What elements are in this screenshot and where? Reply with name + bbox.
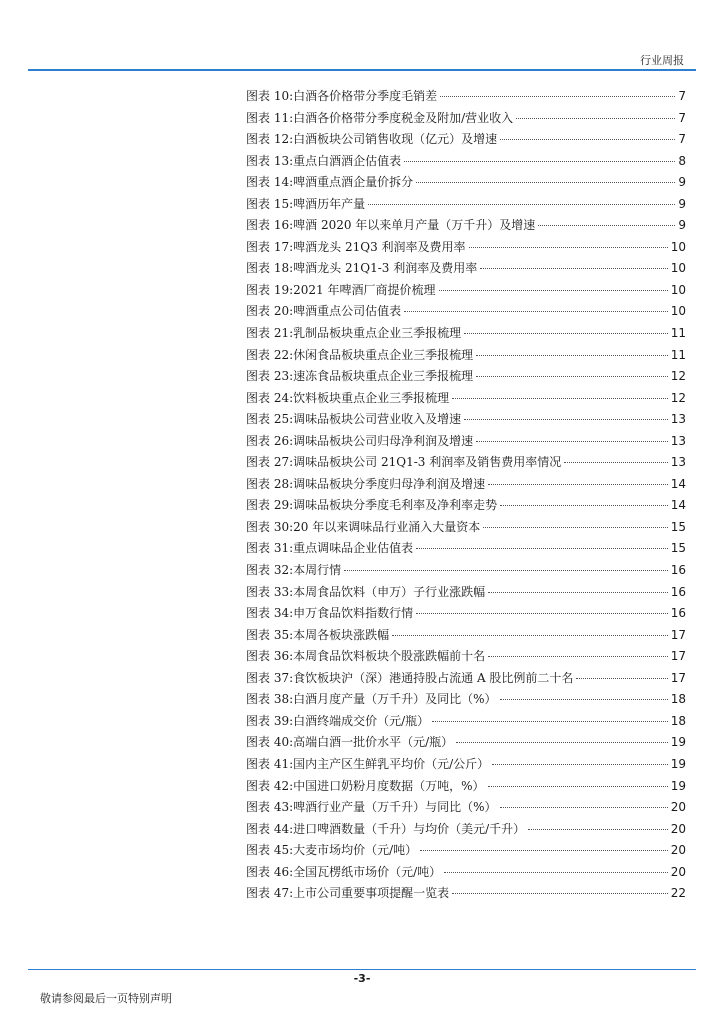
toc-entry-label: 图表 16: [246, 218, 294, 233]
toc-entry[interactable] [246, 603, 686, 625]
toc-entry-page: 10 [670, 282, 686, 297]
dot-leader [432, 721, 668, 722]
toc-entry-page: 13 [670, 433, 686, 448]
toc-entry-title: 啤酒龙头 21Q3 利润率及费用率 [293, 239, 466, 254]
toc-entry-page: 8 [678, 153, 686, 168]
toc-entry-label: 图表 29: [246, 498, 294, 513]
toc-entry-title: 重点调味品企业估值表 [293, 541, 414, 556]
disclaimer-note: 敬请参阅最后一页特别声明 [40, 992, 172, 1005]
toc-entry-label: 图表 35: [246, 627, 294, 642]
toc-entry-page: 14 [670, 476, 686, 491]
toc-entry-page: 9 [678, 218, 686, 233]
toc-entry-page: 12 [670, 390, 686, 405]
figure-index [246, 86, 686, 905]
toc-entry-label: 图表 45: [246, 843, 294, 858]
dot-leader [516, 118, 675, 119]
dot-leader [444, 872, 668, 873]
toc-entry-label: 图表 27: [246, 455, 294, 470]
toc-entry-label: 图表 21: [246, 326, 294, 341]
dot-leader [538, 225, 675, 226]
toc-entry-title: 啤酒行业产量（万千升）与同比（%） [293, 800, 497, 815]
toc-entry-page: 19 [670, 778, 686, 793]
toc-entry-title: 食饮板块沪（深）港通持股占流通 A 股比例前二十名 [293, 670, 574, 685]
toc-entry[interactable] [246, 754, 686, 776]
toc-entry[interactable] [246, 732, 686, 754]
toc-entry-label: 图表 10: [246, 89, 294, 103]
toc-entry-page: 15 [670, 541, 686, 556]
dot-leader [464, 333, 668, 334]
toc-entry-label: 图表 30: [246, 519, 294, 534]
toc-entry-page: 13 [670, 455, 686, 470]
toc-entry-label: 图表 44: [246, 821, 294, 836]
toc-entry[interactable] [246, 258, 686, 280]
toc-entry-title: 白酒月度产量（万千升）及同比（%） [293, 692, 497, 707]
toc-entry-title: 啤酒重点酒企量价拆分 [293, 175, 414, 190]
toc-entry-label: 图表 43: [246, 800, 294, 815]
toc-entry-label: 图表 13: [246, 153, 294, 168]
toc-entry-title: 啤酒龙头 21Q1-3 利润率及费用率 [293, 261, 478, 276]
dot-leader [456, 742, 668, 743]
toc-entry[interactable] [246, 345, 686, 367]
toc-entry-label: 图表 38: [246, 692, 294, 707]
toc-entry-label: 图表 26: [246, 433, 294, 448]
toc-entry-title: 啤酒重点公司估值表 [293, 304, 402, 319]
toc-entry-label: 图表 12: [246, 132, 294, 147]
toc-entry-page: 15 [670, 519, 686, 534]
dot-leader [488, 592, 668, 593]
toc-entry-label: 图表 32: [246, 563, 294, 578]
dot-leader [488, 484, 668, 485]
dot-leader [488, 656, 668, 657]
dot-leader [476, 376, 668, 377]
toc-entry[interactable] [246, 646, 686, 668]
toc-entry-label: 图表 23: [246, 369, 294, 384]
dot-leader [488, 786, 668, 787]
toc-entry-title: 20 年以来调味品行业涌入大量资本 [293, 519, 481, 534]
page-number: -3- [353, 972, 371, 985]
dot-leader [500, 139, 675, 140]
toc-entry[interactable] [246, 280, 686, 302]
toc-entry[interactable] [246, 474, 686, 496]
dot-leader [344, 570, 668, 571]
dot-leader [480, 268, 668, 269]
toc-entry-title: 国内主产区生鲜乳平均价（元/公斤） [293, 756, 490, 771]
toc-entry[interactable] [246, 797, 686, 819]
toc-entry-title: 大麦市场均价（元/吨） [293, 843, 418, 858]
toc-entry-title: 中国进口奶粉月度数据（万吨，%） [293, 778, 485, 793]
toc-entry-label: 图表 47: [246, 886, 294, 901]
toc-entry-page: 22 [670, 886, 686, 901]
toc-entry-page: 20 [670, 800, 686, 815]
toc-entry-page: 16 [670, 584, 686, 599]
toc-entry[interactable] [246, 215, 686, 237]
toc-entry-label: 图表 24: [246, 390, 294, 405]
toc-entry-label: 图表 37: [246, 670, 294, 685]
toc-entry[interactable] [246, 129, 686, 151]
toc-entry-title: 白酒各价格带分季度毛销差 [293, 89, 438, 103]
toc-entry[interactable] [246, 452, 686, 474]
toc-entry[interactable] [246, 366, 686, 388]
dot-leader [368, 204, 675, 205]
dot-leader [440, 96, 675, 97]
dot-leader [464, 419, 668, 420]
toc-entry-page: 14 [670, 498, 686, 513]
toc-entry-page: 19 [670, 756, 686, 771]
toc-entry-title: 上市公司重要事项提醒一览表 [293, 886, 450, 901]
toc-entry-page: 18 [670, 713, 686, 728]
toc-entry[interactable] [246, 431, 686, 453]
dot-leader [404, 161, 675, 162]
toc-entry[interactable] [246, 86, 686, 108]
toc-entry-title: 白酒各价格带分季度税金及附加/营业收入 [293, 110, 514, 125]
dot-leader [492, 764, 668, 765]
dot-leader [528, 829, 668, 830]
toc-entry-title: 调味品板块分季度归母净利润及增速 [293, 476, 486, 491]
toc-entry[interactable] [246, 495, 686, 517]
dot-leader [416, 613, 668, 614]
dot-leader [469, 247, 668, 248]
toc-entry-title: 调味品板块分季度毛利率及净利率走势 [293, 498, 498, 513]
toc-entry-page: 16 [670, 606, 686, 621]
toc-entry-page: 20 [670, 821, 686, 836]
toc-entry-title: 速冻食品板块重点企业三季报梳理 [293, 369, 474, 384]
footer-divider [28, 969, 696, 970]
toc-entry[interactable] [246, 237, 686, 259]
toc-entry-label: 图表 36: [246, 649, 294, 664]
toc-entry[interactable] [246, 323, 686, 345]
toc-entry-label: 图表 15: [246, 196, 294, 211]
toc-entry-title: 本周食品饮料板块个股涨跌幅前十名 [293, 649, 486, 664]
toc-entry-page: 12 [670, 369, 686, 384]
toc-entry-label: 图表 25: [246, 412, 294, 427]
dot-leader [500, 807, 668, 808]
toc-entry[interactable] [246, 689, 686, 711]
toc-entry-label: 图表 14: [246, 175, 294, 190]
toc-entry-label: 图表 41: [246, 756, 294, 771]
toc-entry-page: 20 [670, 843, 686, 858]
dot-leader [476, 355, 668, 356]
toc-entry-title: 进口啤酒数量（千升）与均价（美元/千升） [293, 821, 526, 836]
dot-leader [483, 527, 667, 528]
toc-entry[interactable] [246, 108, 686, 130]
toc-entry-page: 9 [678, 196, 686, 211]
toc-entry[interactable] [246, 582, 686, 604]
toc-entry-label: 图表 17: [246, 239, 294, 254]
toc-entry-title: 啤酒 2020 年以来单月产量（万千升）及增速 [293, 218, 536, 233]
toc-entry-label: 图表 34: [246, 606, 294, 621]
toc-entry-page: 20 [670, 864, 686, 879]
toc-entry[interactable] [246, 194, 686, 216]
toc-entry[interactable] [246, 668, 686, 690]
toc-entry-label: 图表 46: [246, 864, 294, 879]
toc-entry[interactable] [246, 172, 686, 194]
toc-entry-title: 调味品板块公司营业收入及增速 [293, 412, 462, 427]
toc-entry-page: 13 [670, 412, 686, 427]
dot-leader [439, 290, 668, 291]
dot-leader [420, 850, 668, 851]
toc-entry-title: 调味品板块公司归母净利润及增速 [293, 433, 474, 448]
dot-leader [500, 505, 668, 506]
toc-entry-title: 啤酒历年产量 [293, 196, 366, 211]
toc-entry[interactable] [246, 301, 686, 323]
toc-entry-label: 图表 31: [246, 541, 294, 556]
toc-entry-label: 图表 22: [246, 347, 294, 362]
toc-entry-title: 重点白酒酒企估值表 [293, 153, 402, 168]
toc-entry-label: 图表 18: [246, 261, 294, 276]
toc-entry-title: 饮料板块重点企业三季报梳理 [293, 390, 450, 405]
toc-entry-title: 高端白酒一批价水平（元/瓶） [293, 735, 454, 750]
report-type-label: 行业周报 [640, 54, 684, 67]
dot-leader [476, 441, 668, 442]
dot-leader [452, 398, 668, 399]
dot-leader [576, 678, 667, 679]
toc-entry[interactable] [246, 819, 686, 841]
toc-entry-page: 11 [670, 347, 686, 362]
toc-entry-title: 休闲食品板块重点企业三季报梳理 [293, 347, 474, 362]
toc-entry[interactable] [246, 517, 686, 539]
toc-entry-label: 图表 11: [246, 110, 294, 125]
toc-entry-title: 白酒板块公司销售收现（亿元）及增速 [293, 132, 498, 147]
toc-entry-page: 7 [678, 89, 686, 103]
toc-entry[interactable] [246, 409, 686, 431]
toc-entry-page: 10 [670, 239, 686, 254]
toc-entry-label: 图表 33: [246, 584, 294, 599]
dot-leader [500, 699, 668, 700]
toc-entry-page: 9 [678, 175, 686, 190]
toc-entry[interactable] [246, 840, 686, 862]
toc-entry[interactable] [246, 560, 686, 582]
toc-entry-label: 图表 39: [246, 713, 294, 728]
toc-entry-page: 17 [670, 670, 686, 685]
toc-entry[interactable] [246, 711, 686, 733]
toc-entry-page: 10 [670, 304, 686, 319]
toc-entry-title: 乳制品板块重点企业三季报梳理 [293, 326, 462, 341]
toc-entry-title: 本周各板块涨跌幅 [293, 627, 390, 642]
toc-entry-label: 图表 20: [246, 304, 294, 319]
toc-entry-label: 图表 40: [246, 735, 294, 750]
toc-entry-page: 7 [678, 132, 686, 147]
toc-entry[interactable] [246, 883, 686, 905]
dot-leader [392, 635, 668, 636]
toc-entry-page: 10 [670, 261, 686, 276]
toc-entry[interactable] [246, 776, 686, 798]
dot-leader [452, 893, 668, 894]
dot-leader [404, 311, 668, 312]
toc-entry-title: 白酒终端成交价（元/瓶） [293, 713, 430, 728]
toc-entry-page: 7 [678, 110, 686, 125]
toc-entry-page: 17 [670, 649, 686, 664]
toc-entry[interactable] [246, 538, 686, 560]
toc-entry-page: 16 [670, 563, 686, 578]
toc-entry-page: 11 [670, 326, 686, 341]
toc-entry-title: 本周食品饮料（申万）子行业涨跌幅 [293, 584, 486, 599]
toc-entry-title: 申万食品饮料指数行情 [293, 606, 414, 621]
dot-leader [564, 462, 668, 463]
toc-entry-title: 本周行情 [293, 563, 342, 578]
toc-entry-label: 图表 28: [246, 476, 294, 491]
toc-entry-title: 2021 年啤酒厂商提价梳理 [293, 282, 436, 297]
toc-entry[interactable] [246, 625, 686, 647]
dot-leader [416, 182, 675, 183]
toc-entry-page: 19 [670, 735, 686, 750]
header-divider [28, 69, 696, 71]
toc-entry-label: 图表 42: [246, 778, 294, 793]
toc-entry-title: 全国瓦楞纸市场价（元/吨） [293, 864, 442, 879]
toc-entry-title: 调味品板块公司 21Q1-3 利润率及销售费用率情况 [293, 455, 562, 470]
toc-entry[interactable] [246, 151, 686, 173]
toc-entry[interactable] [246, 862, 686, 884]
toc-entry-page: 17 [670, 627, 686, 642]
toc-entry[interactable] [246, 388, 686, 410]
dot-leader [416, 548, 668, 549]
toc-entry-label: 图表 19: [246, 282, 294, 297]
toc-entry-page: 18 [670, 692, 686, 707]
